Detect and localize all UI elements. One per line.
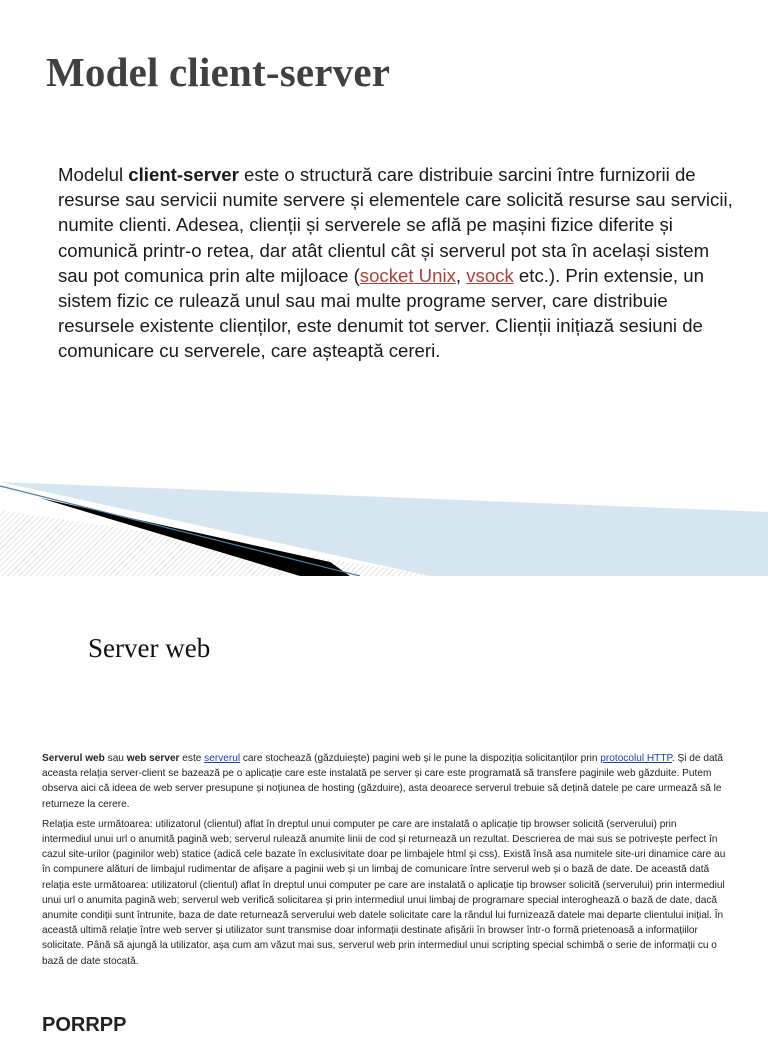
- socket-unix-link[interactable]: socket Unix: [359, 264, 456, 286]
- body-bold-term: client-server: [128, 164, 239, 185]
- article-paragraph-2: Relația este următoarea: utilizatorul (clientul) aflat în dreptul unui computer pe care are instalată o aplicație tip browser solicită (serverului) prin intermediul unui url o anumită pagină web; serverul rulează anumite linii de cod și returnează un rezultat. Descrierea de mai sus se potrivește perfect în cazul site-urilor (paginilor web) statice (adică cele bazate în exclusivitate doar pe limbajele html și css). Există însă asa numitele site-uri dinamice care au în compunere alături de limbajul rudimentar de afișare a paginii web și un limbaj de comunicare între serverul web și o bază de date. De această dată relația este următoarea: utilizatorul (clientul) aflat în dreptul unui computer pe care are instalată o aplicație tip browser solicită (serverului) prin intermediul unui url o anumita pagină web; serverul web verifică solicitarea și prin intermediul unui limbaj de programare special interoghează o bază de date, dacă anumite condiții sunt întrunite, baza de date returnează serverului web datele solicitate care la rândul lui furnizează datele mai departe clientului inițial. În această ultimă relație între web server și utilizator sunt transmise doar informații destinate afișării în browser într-o formă prietenoasă a informațiilor solicitate. Până să ajungă la utilizator, așa cum am văzut mai sus, serverul web prin intermediul unui scripting special schimbă o serie de informații cu o bază de date stocată.: [42, 818, 726, 967]
- term-web-server: web server: [126, 753, 180, 764]
- server-web-article: [42, 751, 728, 974]
- server-web-heading: Server web: [88, 633, 211, 663]
- vsock-link[interactable]: vsock: [466, 264, 514, 286]
- para1-text-b: este: [179, 753, 205, 764]
- body-text-end: etc.). Prin extensie, un sistem fizic ce rulează unul sau mai multe programe server, care distribuie resursele existente clienților, este denumit tot server. Clienții inițiază sesiuni de comunicare cu serverele, care așteaptă cereri.: [58, 264, 704, 362]
- slide-body-text: [58, 162, 738, 364]
- slide-decoration: [0, 470, 768, 576]
- para1-text-d: . Și de dată aceasta relația server-client se bazează pe o aplicație care este instalată pe server și care este programată să transfere paginile web găzduite. Putem observa aici că ideea de web server presupune și noțiunea de hosting (găzduire), asta deoarece serverul trebuie să dețină datele pe care urmează să le returneze la cerere.: [42, 753, 723, 810]
- para1-text-c: care stochează (găzduiește) pagini web și le pune la dispoziția solicitanților prin: [240, 753, 601, 764]
- protocolul-http-link[interactable]: protocolul HTTP: [600, 753, 672, 764]
- cut-off-heading: PORRPP: [42, 1014, 127, 1036]
- slide-title: Model client-server: [46, 49, 391, 95]
- para1-text-a: sau: [104, 753, 127, 764]
- article-paragraph-1: [42, 751, 728, 812]
- serverul-link[interactable]: serverul: [204, 753, 241, 764]
- body-text-start: Modelul: [58, 164, 129, 185]
- body-text-middle: este o structură care distribuie sarcini între furnizorii de resurse sau servicii numite servere și elementele care solicită resurse sau servicii, numite clienti. Adesea, clienții și serverele se află pe mașini fizice diferite și comunică printr-o retea, dar atât clientul cât și serverul pot sta în același sistem sau pot comunica prin alte mijloace (: [58, 164, 733, 286]
- link-separator: ,: [455, 264, 467, 286]
- term-serverul-web: Serverul web: [42, 753, 105, 764]
